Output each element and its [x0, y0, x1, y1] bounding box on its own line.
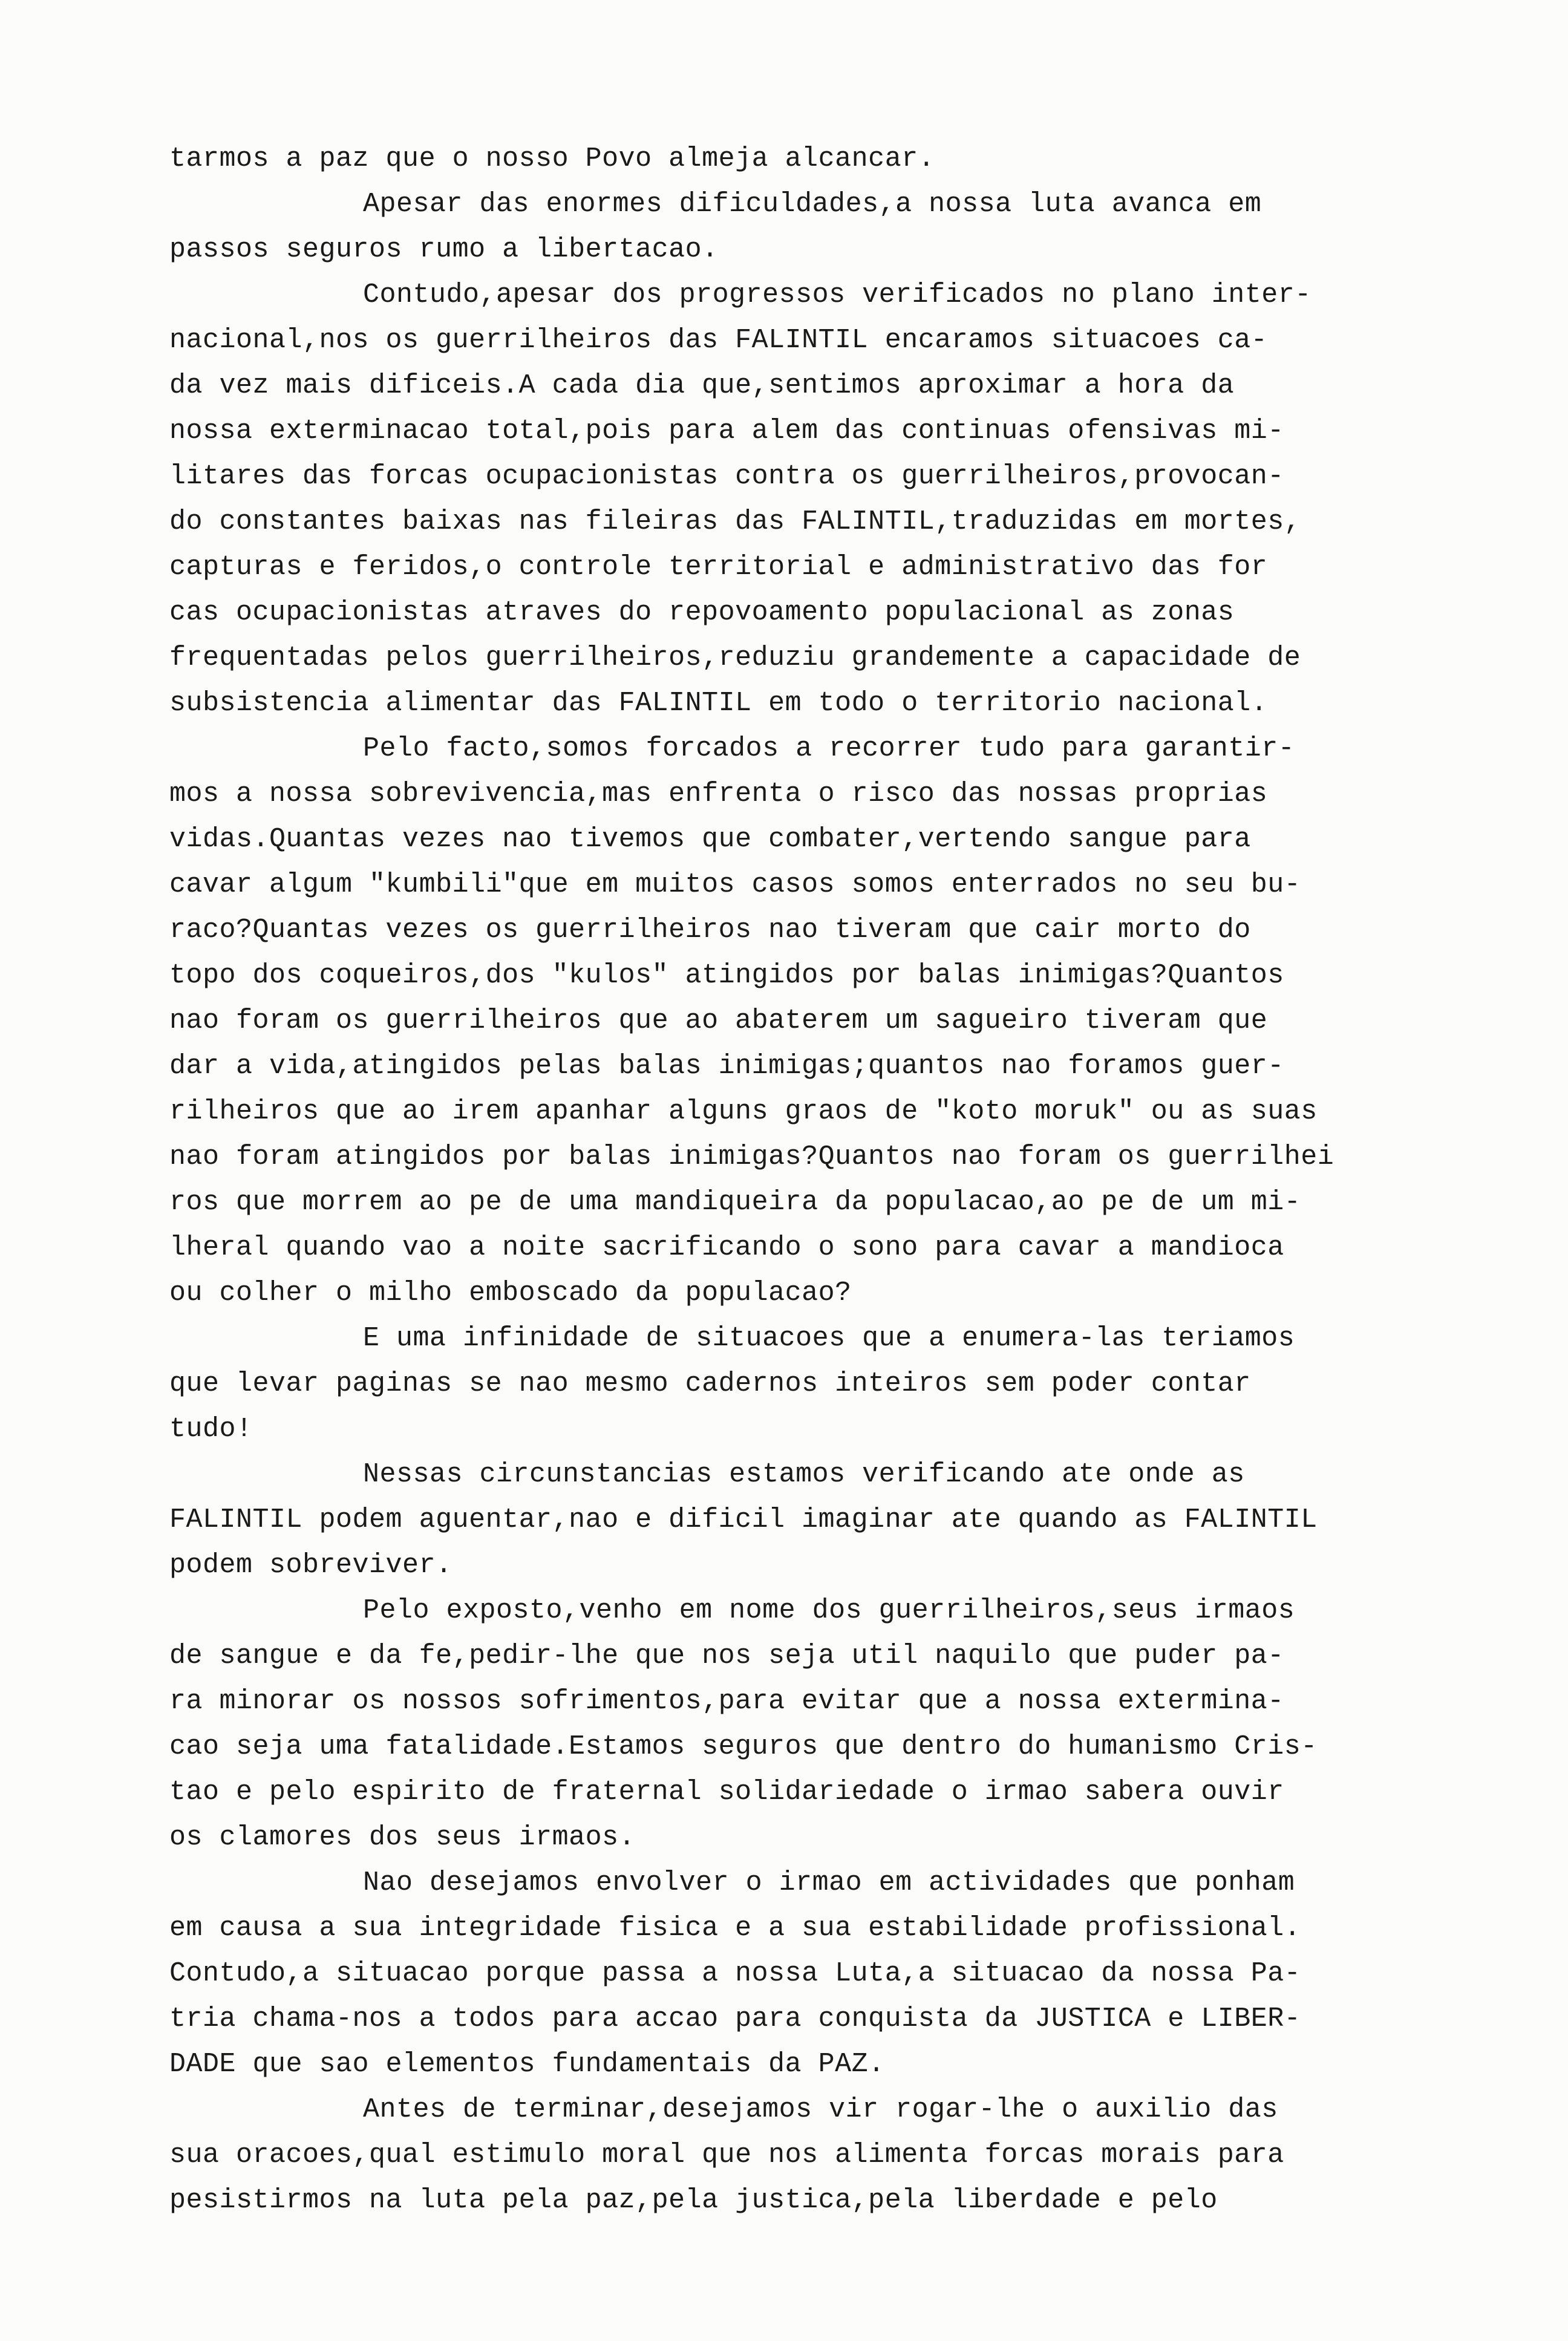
- text-line: podem sobreviver.: [169, 1550, 452, 1581]
- text-line: topo dos coqueiros,dos "kulos" atingidos por balas inimigas?Quantos: [169, 960, 1284, 991]
- text-line: subsistencia alimentar das FALINTIL em todo o territorio nacional.: [169, 688, 1268, 719]
- text-line: do constantes baixas nas fileiras das FALINTIL,traduzidas em mortes,: [169, 506, 1301, 537]
- text-line: tarmos a paz que o nosso Povo almeja alcancar.: [169, 143, 935, 174]
- text-line: dar a vida,atingidos pelas balas inimigas;quantos nao foramos guer-: [169, 1051, 1284, 1082]
- text-line: ra minorar os nossos sofrimentos,para evitar que a nossa extermina-: [169, 1686, 1284, 1717]
- text-line: tudo!: [169, 1414, 253, 1445]
- text-line: os clamores dos seus irmaos.: [169, 1822, 636, 1853]
- text-line: Pelo exposto,venho em nome dos guerrilheiros,seus irmaos: [363, 1595, 1295, 1626]
- text-line: rilheiros que ao irem apanhar alguns graos de "koto moruk" ou as suas: [169, 1096, 1318, 1127]
- text-line: pesistirmos na luta pela paz,pela justica,pela liberdade e pelo: [169, 2185, 1218, 2216]
- text-line: em causa a sua integridade fisica e a sua estabilidade profissional.: [169, 1913, 1301, 1944]
- text-line: mos a nossa sobrevivencia,mas enfrenta o risco das nossas proprias: [169, 779, 1268, 809]
- text-line: de sangue e da fe,pedir-lhe que nos seja util naquilo que puder pa-: [169, 1641, 1284, 1671]
- text-line: sua oracoes,qual estimulo moral que nos alimenta forcas morais para: [169, 2140, 1284, 2170]
- text-line: cas ocupacionistas atraves do repovoamento populacional as zonas: [169, 597, 1235, 628]
- text-line: Apesar das enormes dificuldades,a nossa luta avanca em: [363, 189, 1262, 220]
- text-line: nacional,nos os guerrilheiros das FALINTIL encaramos situacoes ca-: [169, 325, 1268, 356]
- text-line: raco?Quantas vezes os guerrilheiros nao tiveram que cair morto do: [169, 915, 1251, 945]
- text-line: que levar paginas se nao mesmo cadernos inteiros sem poder contar: [169, 1368, 1251, 1399]
- text-line: capturas e feridos,o controle territorial e administrativo das for: [169, 552, 1268, 583]
- text-line: Antes de terminar,desejamos vir rogar-lhe o auxilio das: [363, 2094, 1278, 2125]
- text-line: lheral quando vao a noite sacrificando o sono para cavar a mandioca: [169, 1232, 1284, 1263]
- text-line: passos seguros rumo a libertacao.: [169, 234, 719, 265]
- text-line: Nao desejamos envolver o irmao em actividades que ponham: [363, 1867, 1295, 1898]
- text-line: litares das forcas ocupacionistas contra os guerrilheiros,provocan-: [169, 461, 1284, 492]
- text-line: Nessas circunstancias estamos verificando ate onde as: [363, 1459, 1245, 1490]
- text-line: vidas.Quantas vezes nao tivemos que combater,vertendo sangue para: [169, 824, 1251, 855]
- text-line: Contudo,apesar dos progressos verificados no plano inter-: [363, 279, 1312, 310]
- text-line: nossa exterminacao total,pois para alem das continuas ofensivas mi-: [169, 416, 1284, 446]
- text-line: ou colher o milho emboscado da populacao?: [169, 1278, 852, 1308]
- text-line: cavar algum "kumbili"que em muitos casos somos enterrados no seu bu-: [169, 869, 1301, 900]
- text-line: tao e pelo espirito de fraternal solidariedade o irmao sabera ouvir: [169, 1777, 1284, 1807]
- text-line: DADE que sao elementos fundamentais da PAZ.: [169, 2049, 885, 2080]
- text-line: E uma infinidade de situacoes que a enumera-las teriamos: [363, 1323, 1295, 1354]
- text-line: Contudo,a situacao porque passa a nossa Luta,a situacao da nossa Pa-: [169, 1958, 1301, 1989]
- text-line: nao foram atingidos por balas inimigas?Quantos nao foram os guerrilhei: [169, 1141, 1334, 1172]
- text-line: ros que morrem ao pe de uma mandiqueira da populacao,ao pe de um mi-: [169, 1187, 1301, 1218]
- text-line: da vez mais dificeis.A cada dia que,sentimos aproximar a hora da: [169, 370, 1235, 401]
- letter-body: [169, 136, 1518, 2223]
- text-line: nao foram os guerrilheiros que ao abaterem um sagueiro tiveram que: [169, 1005, 1268, 1036]
- text-line: Pelo facto,somos forcados a recorrer tudo para garantir-: [363, 733, 1295, 764]
- text-line: frequentadas pelos guerrilheiros,reduziu grandemente a capacidade de: [169, 642, 1301, 673]
- text-line: tria chama-nos a todos para accao para conquista da JUSTICA e LIBER-: [169, 2003, 1301, 2034]
- text-line: FALINTIL podem aguentar,nao e dificil imaginar ate quando as FALINTIL: [169, 1504, 1318, 1535]
- text-line: cao seja uma fatalidade.Estamos seguros que dentro do humanismo Cris-: [169, 1731, 1318, 1762]
